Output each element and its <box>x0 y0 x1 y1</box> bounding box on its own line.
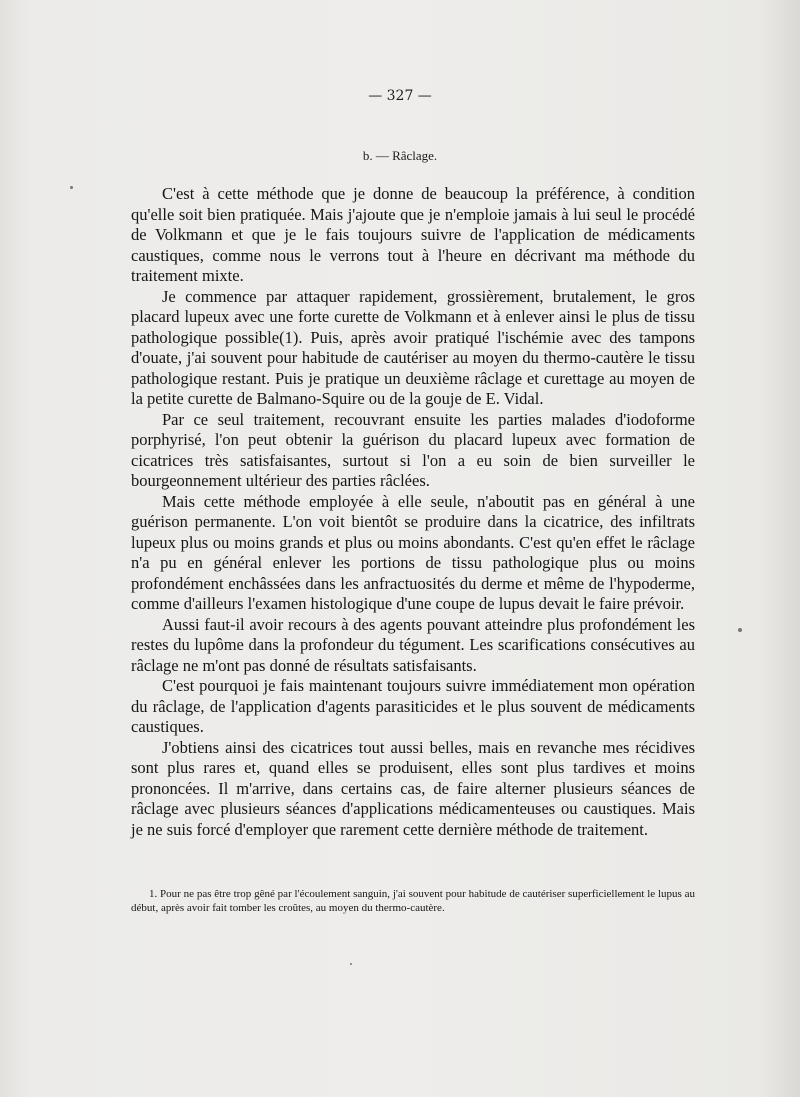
paragraph: J'obtiens ainsi des cicatrices tout aussi belles, mais en revanche mes récidives sont plus rares et, quand elles se produisent, elles sont plus tardives et moins prononcées. Il m'arrive, dans certains cas, de faire alterner plusieurs séances de râclage avec plusieurs séances d'applications médicamenteuses ou caustiques. Mais je ne suis forcé d'employer que rarement cette dernière méthode de traitement. <box>131 737 695 839</box>
paragraph: Je commence par attaquer rapidement, grossièrement, brutalement, le gros placard lupeux avec une forte curette de Volkmann et à enlever ainsi le plus de tissu pathologique possible(1). Puis, après avoir pratiqué l'ischémie avec des tampons d'ouate, j'ai souvent pour habitude de cautériser au moyen du thermo-cautère le tissu pathologique restant. Puis je pratique un deuxième râclage et curettage au moyen de la petite curette de Balmano-Squire ou de la gouje de E. Vidal. <box>131 286 695 408</box>
scan-speck <box>738 628 742 632</box>
footnote: 1. Pour ne pas être trop gêné par l'écoulement sanguin, j'ai souvent pour habitude de cautériser superficiellement le lupus au début, après avoir fait tomber les croûtes, au moyen du thermo-cautère. <box>131 888 695 914</box>
section-heading: b. — Râclage. <box>362 148 438 163</box>
scan-speck <box>350 963 352 965</box>
scan-speck <box>70 186 73 189</box>
paragraph: Par ce seul traitement, recouvrant ensuite les parties malades d'iodoforme porphyrisé, l'on peut obtenir la guérison du placard lupeux avec formation de cicatrices très satisfaisantes, surtout si l'on a eu soin de bien surveiller le bourgeonnement ultérieur des parties râclées. <box>131 409 695 490</box>
page-number: — 327 — <box>368 88 432 104</box>
body-text <box>131 184 695 840</box>
paragraph: Mais cette méthode employée à elle seule, n'aboutit pas en général à une guérison permanente. L'on voit bientôt se produire dans la cicatrice, des infiltrats lupeux plus ou moins grands et plus ou moins abondants. C'est qu'en effet le râclage n'a pu en général enlever les portions de tissu pathologique plus ou moins profondément enchâssées dans les anfractuosités du derme et même de l'hypoderme, comme d'ailleurs l'examen histologique d'une coupe de lupus devait le faire prévoir. <box>131 491 695 613</box>
paragraph: C'est à cette méthode que je donne de beaucoup la préférence, à condition qu'elle soit bien pratiquée. Mais j'ajoute que je n'emploie jamais à lui seul le procédé de Volkmann et que je le fais toujours suivre de l'application de médicaments caustiques, comme nous le verrons tout à l'heure en décrivant ma méthode du traitement mixte. <box>131 184 695 285</box>
paragraph: Aussi faut-il avoir recours à des agents pouvant atteindre plus profondément les restes du lupôme dans la profondeur du tégument. Les scarifications consécutives au râclage ne m'ont pas donné de résultats satisfaisants. <box>131 614 695 675</box>
paragraph: C'est pourquoi je fais maintenant toujours suivre immédiatement mon opération du râclage, de l'application d'agents parasiticides et le plus souvent de médicaments caustiques. <box>131 676 695 736</box>
